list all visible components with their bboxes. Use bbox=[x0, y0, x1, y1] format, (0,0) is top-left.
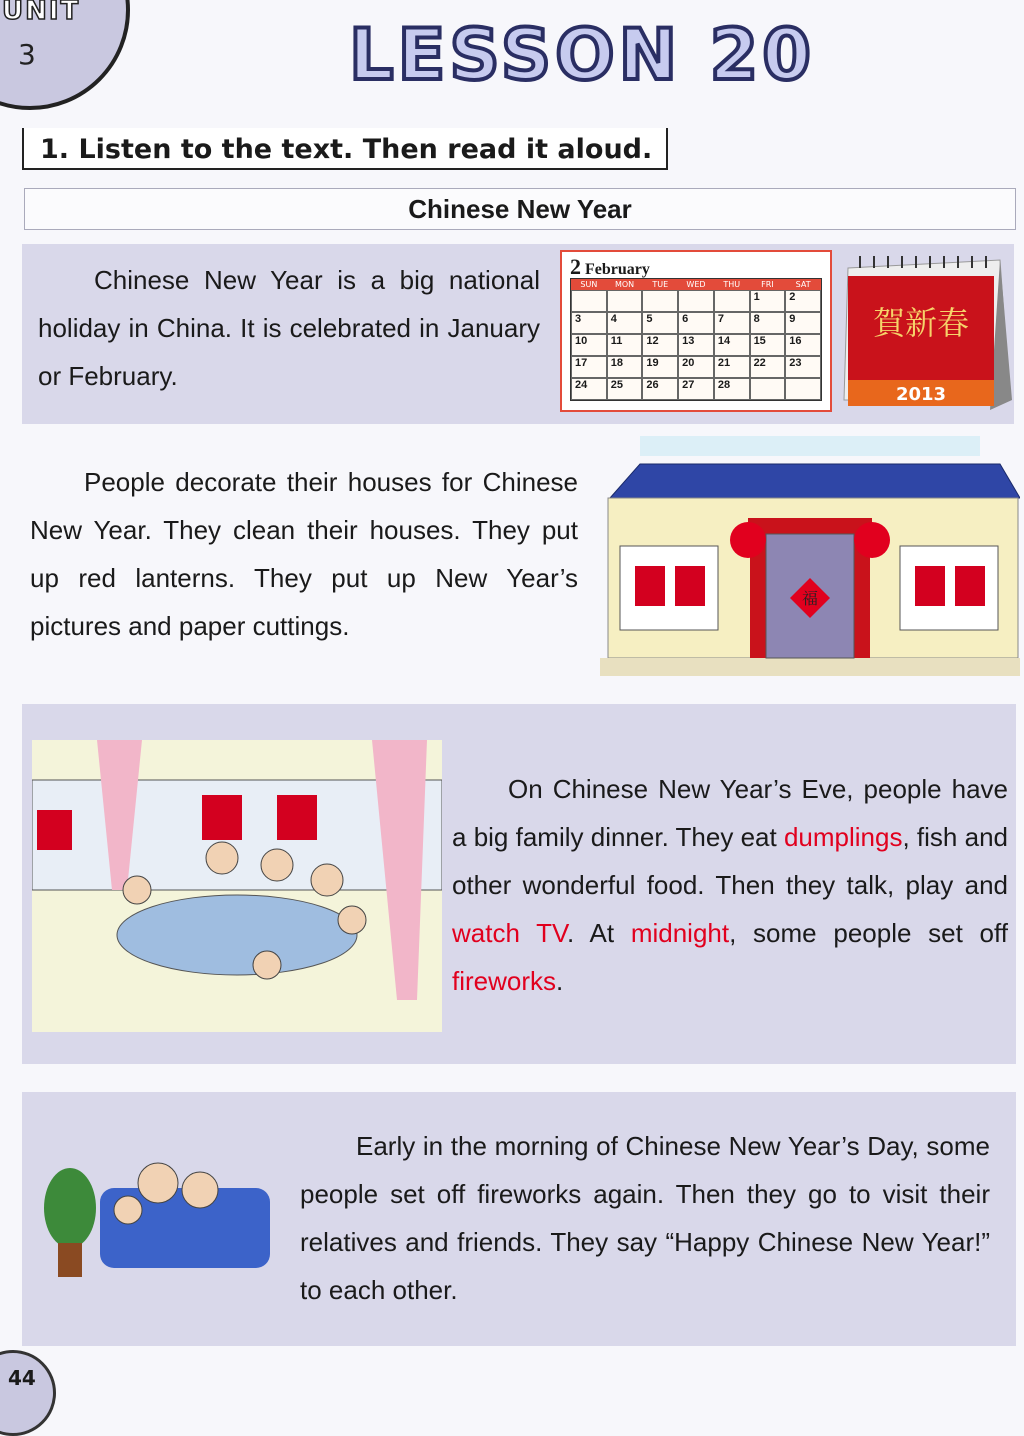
round-table bbox=[117, 895, 357, 975]
calendar-date-cell bbox=[678, 290, 714, 312]
calendar-date-cell: 18 bbox=[607, 356, 643, 378]
calendar-date-cell: 12 bbox=[642, 334, 678, 356]
unit-label: UNIT bbox=[2, 0, 81, 26]
paragraph-day: Early in the morning of Chinese New Year’s Day, some people set off fireworks again. Then they go to visit their relatives and friends. They say “Happy Chinese New Year!” to each other. bbox=[300, 1131, 990, 1305]
section-title: Chinese New Year bbox=[24, 188, 1016, 230]
calendar-date-cell: 4 bbox=[607, 312, 643, 334]
calendar-day-header: SAT bbox=[785, 279, 821, 290]
calendar-day-header: FRI bbox=[750, 279, 786, 290]
calendar-date-cell: 11 bbox=[607, 334, 643, 356]
paper-cutting-icon bbox=[37, 810, 72, 850]
page-number-badge bbox=[0, 1350, 56, 1436]
calendar-date-cell: 10 bbox=[571, 334, 607, 356]
calendar-date-cell: 21 bbox=[714, 356, 750, 378]
door-banner bbox=[748, 518, 872, 534]
calendar-day-header: MON bbox=[607, 279, 643, 290]
grandpa bbox=[206, 842, 238, 874]
calendar-date-cell: 7 bbox=[714, 312, 750, 334]
calendar-grid bbox=[570, 278, 822, 401]
calendar-date-cell: 3 bbox=[571, 312, 607, 334]
calendar-date-cell bbox=[642, 290, 678, 312]
calendar-date-cell: 8 bbox=[750, 312, 786, 334]
calendar-date-cell: 5 bbox=[642, 312, 678, 334]
paragraph-decorate: People decorate their houses for Chinese New Year. They clean their houses. They put up red lanterns. They put up New Year’s pictures and paper cuttings. bbox=[30, 467, 578, 641]
wall-calendar bbox=[560, 250, 832, 412]
text-span: , fish and other wonderful food. Then they talk, play and bbox=[452, 822, 1009, 900]
child bbox=[253, 951, 281, 979]
calendar-date-cell: 26 bbox=[642, 378, 678, 400]
roof bbox=[610, 464, 1020, 498]
calendar-day-header: TUE bbox=[642, 279, 678, 290]
sky bbox=[640, 436, 980, 456]
calendar-date-cell bbox=[750, 378, 786, 400]
keyword-midnight: midnight bbox=[630, 918, 730, 948]
calendar-date-cell: 24 bbox=[571, 378, 607, 400]
family-dinner-illustration bbox=[32, 740, 442, 1032]
text-span: . bbox=[556, 966, 564, 996]
desk-calendar-greeting: 賀新春 bbox=[872, 304, 970, 342]
paper-cutting-icon bbox=[277, 795, 317, 840]
grandpa bbox=[138, 1163, 178, 1203]
keyword-watch-tv: watch TV bbox=[452, 918, 568, 948]
decorated-house-illustration bbox=[600, 436, 1020, 676]
paper-cutting-icon bbox=[635, 566, 665, 606]
calendar-date-cell: 17 bbox=[571, 356, 607, 378]
calendar-date-cell: 22 bbox=[750, 356, 786, 378]
family-sofa-illustration bbox=[40, 1148, 280, 1288]
page-number: 44 bbox=[8, 1366, 36, 1390]
calendar-date-cell: 23 bbox=[785, 356, 821, 378]
paper-cutting-icon bbox=[675, 566, 705, 606]
paragraph-intro: Chinese New Year is a big national holiday in China. It is celebrated in January or February. bbox=[38, 265, 540, 391]
plant-icon bbox=[44, 1168, 96, 1248]
child bbox=[123, 876, 151, 904]
calendar-header bbox=[562, 252, 830, 278]
calendar-date-cell: 19 bbox=[642, 356, 678, 378]
paper-cutting-icon bbox=[915, 566, 945, 606]
fu-sign-text: 福 bbox=[801, 589, 819, 608]
keyword-dumplings: dumplings bbox=[783, 822, 903, 852]
lantern-icon bbox=[854, 522, 890, 558]
father bbox=[311, 864, 343, 896]
calendar-date-cell: 2 bbox=[785, 290, 821, 312]
unit-number: 3 bbox=[18, 38, 36, 71]
calendar-date-cell: 16 bbox=[785, 334, 821, 356]
plant-pot bbox=[58, 1243, 82, 1277]
calendar-date-cell bbox=[571, 290, 607, 312]
text-span: . At bbox=[567, 918, 631, 948]
calendar-day-header: THU bbox=[714, 279, 750, 290]
grandma bbox=[261, 849, 293, 881]
calendar-date-cell: 14 bbox=[714, 334, 750, 356]
paper-cutting-icon bbox=[955, 566, 985, 606]
ground bbox=[600, 658, 1020, 676]
child bbox=[114, 1196, 142, 1224]
calendar-date-cell: 1 bbox=[750, 290, 786, 312]
paper-cutting-icon bbox=[202, 795, 242, 840]
calendar-month-name: February bbox=[585, 261, 650, 278]
desk-calendar-year: 2013 bbox=[895, 384, 947, 405]
calendar-date-cell: 15 bbox=[750, 334, 786, 356]
calendar-day-header: WED bbox=[678, 279, 714, 290]
paragraph-eve bbox=[452, 765, 1008, 1005]
calendar-date-cell: 13 bbox=[678, 334, 714, 356]
keyword-fireworks: fireworks bbox=[452, 966, 557, 996]
calendar-date-cell: 6 bbox=[678, 312, 714, 334]
desk-calendar bbox=[840, 250, 1015, 412]
grandma bbox=[182, 1172, 218, 1208]
calendar-month-number: 2 bbox=[570, 254, 581, 279]
calendar-date-cell bbox=[607, 290, 643, 312]
calendar-date-cell: 20 bbox=[678, 356, 714, 378]
calendar-day-header: SUN bbox=[571, 279, 607, 290]
text-span: , some people set off bbox=[729, 918, 1008, 948]
lantern-icon bbox=[730, 522, 766, 558]
lesson-title: LESSON 20 bbox=[349, 14, 815, 96]
calendar-date-cell: 9 bbox=[785, 312, 821, 334]
calendar-date-cell: 27 bbox=[678, 378, 714, 400]
calendar-date-cell bbox=[714, 290, 750, 312]
calendar-date-cell bbox=[785, 378, 821, 400]
child bbox=[338, 906, 366, 934]
calendar-date-cell: 28 bbox=[714, 378, 750, 400]
instruction-heading: 1. Listen to the text. Then read it aloud. bbox=[22, 128, 668, 170]
calendar-date-cell: 25 bbox=[607, 378, 643, 400]
text-span: On Chinese New Year’s Eve, people have a big family dinner. They eat bbox=[452, 774, 1008, 852]
